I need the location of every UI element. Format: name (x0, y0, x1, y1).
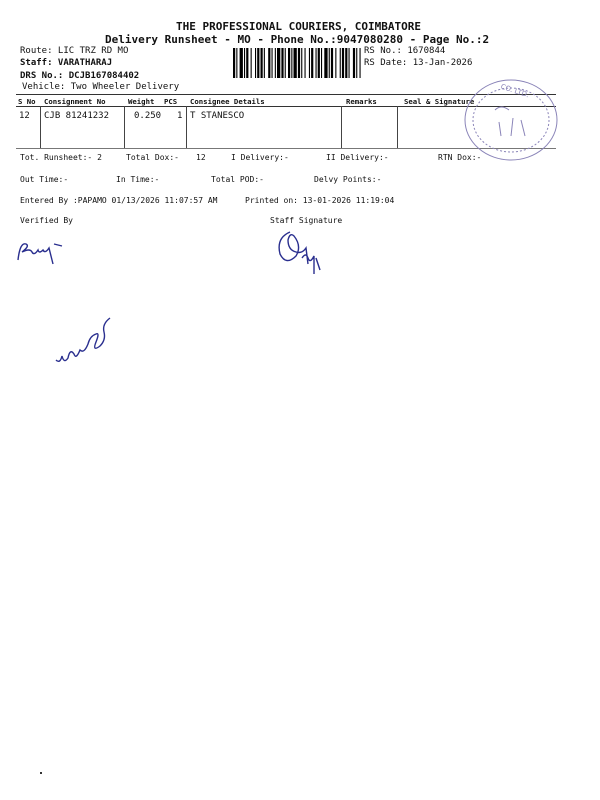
staff-handwritten-signature (270, 224, 330, 280)
total-dox-value: 12 (196, 153, 206, 162)
printed-on: Printed on: 13-01-2026 11:19:04 (245, 196, 395, 205)
col-header-pcs: PCS (164, 97, 178, 106)
stray-dot (40, 772, 42, 774)
out-time: Out Time:- (20, 175, 69, 184)
handwritten-scribble (52, 316, 124, 374)
col-header-sno: S No (18, 97, 36, 106)
rtn-dox: RTN Dox:- (438, 153, 482, 162)
staff-signature-label: Staff Signature (270, 216, 343, 225)
row-pcs: 1 (177, 111, 183, 121)
col-header-consignee: Consignee Details (190, 97, 265, 106)
col-divider (40, 106, 41, 148)
i-delivery: I Delivery:- (231, 153, 289, 162)
col-header-remarks: Remarks (346, 97, 377, 106)
delvy-points: Delvy Points:- (314, 175, 382, 184)
verified-by-label: Verified By (20, 216, 73, 225)
col-divider (186, 106, 187, 148)
staff-text: Staff: VARATHARAJ (20, 58, 113, 68)
svg-text:CO. LTD.: CO. LTD. (499, 82, 531, 100)
company-title: THE PROFESSIONAL COURIERS, COIMBATORE (176, 20, 422, 33)
total-dox-label: Total Dox:- (126, 153, 179, 162)
row-sno: 12 (19, 111, 30, 121)
drs-number: DRS No.: DCJB167084402 (20, 71, 140, 81)
rs-number: RS No.: 1670844 (364, 46, 446, 56)
total-pod: Total POD:- (211, 175, 264, 184)
col-divider (397, 106, 398, 148)
rs-date: RS Date: 13-Jan-2026 (364, 58, 473, 68)
col-header-weight: Weight (128, 97, 155, 106)
verified-signature (14, 232, 70, 266)
row-weight: 0.250 (134, 111, 162, 121)
ii-delivery: II Delivery:- (326, 153, 389, 162)
runsheet-subtitle: Delivery Runsheet - MO - Phone No.:9047080280 - Page No.:2 (105, 33, 490, 46)
vehicle-text: Vehicle: Two Wheeler Delivery (22, 82, 180, 92)
col-divider (124, 106, 125, 148)
col-header-seal: Seal & Signature (404, 97, 475, 106)
route-text: Route: LIC TRZ RD MO (20, 46, 129, 56)
row-consignment: CJB 81241232 (44, 111, 110, 121)
col-header-consignment: Consignment No (44, 97, 106, 106)
total-runsheet: Tot. Runsheet:- 2 (20, 153, 102, 162)
col-divider (341, 106, 342, 148)
in-time: In Time:- (116, 175, 160, 184)
entered-by: Entered By :PAPAMO 01/13/2026 11:07:57 AM (20, 196, 218, 205)
barcode-image (233, 48, 361, 78)
row-consignee: T STANESCO (190, 111, 245, 121)
